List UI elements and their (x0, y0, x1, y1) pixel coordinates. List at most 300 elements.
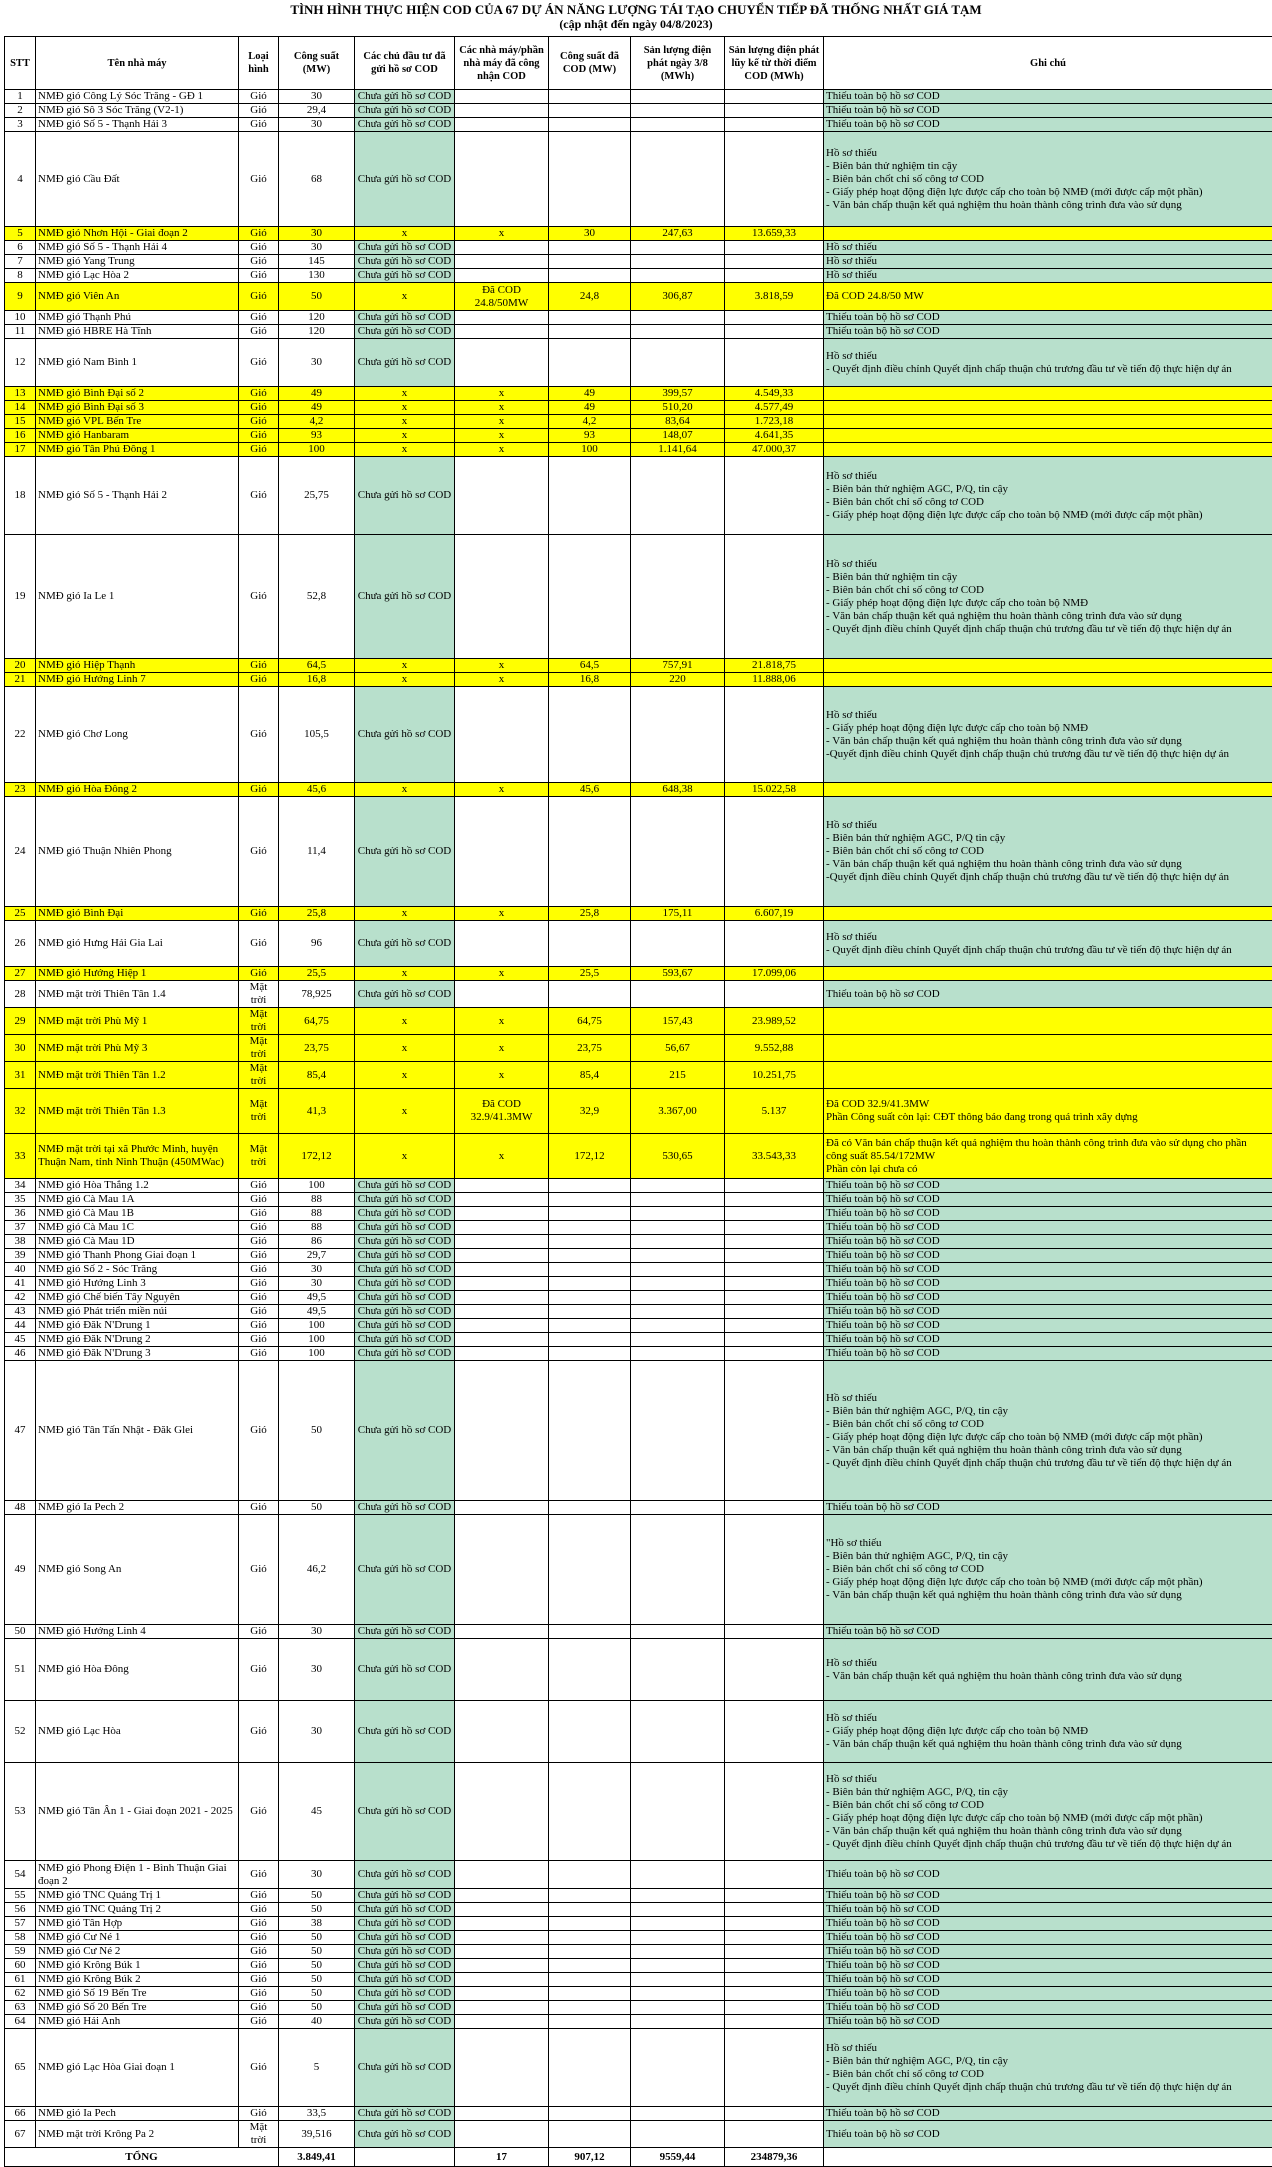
table-row (5, 339, 1272, 387)
row-note: Thiếu toàn bộ hồ sơ COD (824, 981, 1272, 1008)
row-cod-capacity (549, 1861, 631, 1889)
row-recognized-cod: x (455, 1062, 549, 1089)
row-note: Thiếu toàn bộ hồ sơ COD (824, 1973, 1272, 1987)
table-row (5, 1959, 1272, 1973)
row-cod-capacity (549, 1207, 631, 1221)
row-cumulative-output (725, 1861, 824, 1889)
row-note: Thiếu toàn bộ hồ sơ COD (824, 1889, 1272, 1903)
row-type: Gió (239, 429, 279, 443)
row-cumulative-output (725, 797, 824, 907)
row-sent-cod: Chưa gửi hồ sơ COD (355, 118, 455, 132)
header-capacity: Công suất (MW) (279, 37, 355, 90)
row-type: Gió (239, 1917, 279, 1931)
row-cumulative-output: 17.099,06 (725, 967, 824, 981)
row-stt: 67 (5, 2121, 36, 2148)
row-cod-capacity (549, 1347, 631, 1361)
row-sent-cod: x (355, 227, 455, 241)
row-daily-output (631, 1263, 725, 1277)
row-recognized-cod: x (455, 387, 549, 401)
table-row (5, 1861, 1272, 1889)
row-cumulative-output (725, 1917, 824, 1931)
row-recognized-cod (455, 1347, 549, 1361)
row-daily-output: 148,07 (631, 429, 725, 443)
row-daily-output (631, 104, 725, 118)
row-capacity: 49 (279, 401, 355, 415)
row-type: Gió (239, 1973, 279, 1987)
row-daily-output (631, 1861, 725, 1889)
row-note: Hồ sơ thiếu - Biên bản thử nghiệm tin cậy - Biên bản chốt chỉ số công tơ COD - Giấy phép hoạt động điện lực được cấp cho toàn bộ NMĐ (mới được cấp một phần) - Văn bản chấp thuận kết quả nghiệm thu hoàn thành công trình đưa vào sử dụng (824, 132, 1272, 227)
row-capacity: 100 (279, 443, 355, 457)
row-cumulative-output (725, 1987, 824, 2001)
row-type: Gió (239, 401, 279, 415)
row-recognized-cod (455, 311, 549, 325)
row-capacity: 25,5 (279, 967, 355, 981)
row-daily-output (631, 2001, 725, 2015)
row-type: Gió (239, 1347, 279, 1361)
row-sent-cod: Chưa gửi hồ sơ COD (355, 1235, 455, 1249)
row-sent-cod: Chưa gửi hồ sơ COD (355, 2029, 455, 2107)
row-cod-capacity (549, 90, 631, 104)
row-sent-cod: Chưa gửi hồ sơ COD (355, 1277, 455, 1291)
row-plant-name: NMĐ gió Chơ Long (36, 687, 239, 783)
row-type: Gió (239, 1179, 279, 1193)
row-plant-name: NMĐ gió Krông Búk 2 (36, 1973, 239, 1987)
row-cumulative-output (725, 1501, 824, 1515)
row-cumulative-output (725, 1959, 824, 1973)
row-cod-capacity: 24,8 (549, 283, 631, 311)
table-row (5, 1235, 1272, 1249)
row-cod-capacity (549, 2121, 631, 2148)
row-daily-output (631, 90, 725, 104)
row-cumulative-output (725, 1973, 824, 1987)
row-plant-name: NMĐ gió Hòa Đông 2 (36, 783, 239, 797)
row-note: Hồ sơ thiếu - Biên bản thử nghiệm tin cậy - Biên bản chốt chỉ số công tơ COD - Giấy phép hoạt động điện lực được cấp cho toàn bộ NMĐ - Văn bản chấp thuận kết quả nghiệm thu hoàn thành công trình đưa vào sử dụng - Quyết định điều chỉnh Quyết định chấp thuận chủ trương đầu tư về tiến độ thực hiện dự án (824, 535, 1272, 659)
row-recognized-cod (455, 2107, 549, 2121)
header-type: Loại hình (239, 37, 279, 90)
row-cod-capacity (549, 1319, 631, 1333)
row-sent-cod: Chưa gửi hồ sơ COD (355, 1179, 455, 1193)
row-cumulative-output: 6.607,19 (725, 907, 824, 921)
row-daily-output (631, 1291, 725, 1305)
row-stt: 45 (5, 1333, 36, 1347)
row-daily-output (631, 1179, 725, 1193)
row-cod-capacity (549, 981, 631, 1008)
row-type: Gió (239, 783, 279, 797)
row-note: Thiếu toàn bộ hồ sơ COD (824, 1861, 1272, 1889)
row-daily-output (631, 311, 725, 325)
row-type: Gió (239, 1305, 279, 1319)
row-type: Gió (239, 1277, 279, 1291)
table-row (5, 783, 1272, 797)
row-recognized-cod (455, 118, 549, 132)
row-cod-capacity (549, 1193, 631, 1207)
row-plant-name: NMĐ gió Hòa Thắng 1.2 (36, 1179, 239, 1193)
table-row (5, 1945, 1272, 1959)
row-daily-output (631, 1763, 725, 1861)
row-type: Gió (239, 921, 279, 967)
row-plant-name: NMĐ gió Hiệp Thạnh (36, 659, 239, 673)
row-note (824, 415, 1272, 429)
row-sent-cod: x (355, 659, 455, 673)
row-cod-capacity (549, 1179, 631, 1193)
row-cod-capacity (549, 1291, 631, 1305)
table-row (5, 1179, 1272, 1193)
row-sent-cod: Chưa gửi hồ sơ COD (355, 132, 455, 227)
row-recognized-cod (455, 1179, 549, 1193)
row-daily-output: 757,91 (631, 659, 725, 673)
row-capacity: 88 (279, 1221, 355, 1235)
row-stt: 37 (5, 1221, 36, 1235)
row-plant-name: NMĐ gió Cư Né 1 (36, 1931, 239, 1945)
row-type: Gió (239, 1193, 279, 1207)
row-cod-capacity (549, 1625, 631, 1639)
row-note: Thiếu toàn bộ hồ sơ COD (824, 1221, 1272, 1235)
row-sent-cod: Chưa gửi hồ sơ COD (355, 1931, 455, 1945)
row-note: Hồ sơ thiếu - Văn bản chấp thuận kết quả nghiệm thu hoàn thành công trình đưa vào sử dụng (824, 1639, 1272, 1701)
table-row (5, 255, 1272, 269)
row-recognized-cod (455, 1277, 549, 1291)
row-plant-name: NMĐ gió Thuận Nhiên Phong (36, 797, 239, 907)
row-plant-name: NMĐ gió VPL Bến Tre (36, 415, 239, 429)
document-title: TÌNH HÌNH THỰC HIỆN COD CỦA 67 DỰ ÁN NĂNG LƯỢNG TÁI TẠO CHUYỂN TIẾP ĐÃ THỐNG NHẤT GIÁ TẠM (0, 0, 1272, 17)
row-stt: 35 (5, 1193, 36, 1207)
table-row (5, 1008, 1272, 1035)
row-daily-output: 306,87 (631, 283, 725, 311)
row-capacity: 50 (279, 1973, 355, 1987)
table-row (5, 2029, 1272, 2107)
row-recognized-cod (455, 241, 549, 255)
row-note: Thiếu toàn bộ hồ sơ COD (824, 1235, 1272, 1249)
row-recognized-cod (455, 1249, 549, 1263)
row-note: Thiếu toàn bộ hồ sơ COD (824, 1179, 1272, 1193)
row-cumulative-output (725, 2029, 824, 2107)
row-stt: 18 (5, 457, 36, 535)
row-recognized-cod (455, 687, 549, 783)
total-recognized: 17 (455, 2148, 549, 2167)
row-sent-cod: x (355, 429, 455, 443)
row-stt: 32 (5, 1089, 36, 1134)
table-row (5, 1361, 1272, 1501)
total-daily-output: 9559,44 (631, 2148, 725, 2167)
row-type: Gió (239, 1639, 279, 1701)
row-plant-name: NMĐ gió Hướng Hiệp 1 (36, 967, 239, 981)
row-cumulative-output: 9.552,88 (725, 1035, 824, 1062)
row-cumulative-output (725, 241, 824, 255)
row-plant-name: NMĐ gió HBRE Hà Tĩnh (36, 325, 239, 339)
row-recognized-cod (455, 1917, 549, 1931)
row-plant-name: NMĐ gió Hòa Đông (36, 1639, 239, 1701)
row-recognized-cod (455, 1889, 549, 1903)
row-sent-cod: Chưa gửi hồ sơ COD (355, 797, 455, 907)
row-sent-cod: Chưa gửi hồ sơ COD (355, 1945, 455, 1959)
row-stt: 28 (5, 981, 36, 1008)
row-capacity: 85,4 (279, 1062, 355, 1089)
row-type: Gió (239, 1235, 279, 1249)
row-cumulative-output (725, 1319, 824, 1333)
row-cumulative-output: 47.000,37 (725, 443, 824, 457)
row-daily-output (631, 1701, 725, 1763)
row-plant-name: NMĐ mặt trời Thiên Tân 1.2 (36, 1062, 239, 1089)
row-cod-capacity: 172,12 (549, 1134, 631, 1179)
row-sent-cod: Chưa gửi hồ sơ COD (355, 1319, 455, 1333)
row-plant-name: NMĐ gió Sô 3 Sóc Trăng (V2-1) (36, 104, 239, 118)
row-note: Thiếu toàn bộ hồ sơ COD (824, 1903, 1272, 1917)
row-note: Hồ sơ thiếu - Quyết định điều chỉnh Quyết định chấp thuận chủ trương đầu tư về tiến độ thực hiện dự án (824, 339, 1272, 387)
row-recognized-cod: x (455, 401, 549, 415)
row-note: Thiếu toàn bộ hồ sơ COD (824, 1959, 1272, 1973)
row-daily-output (631, 269, 725, 283)
row-capacity: 130 (279, 269, 355, 283)
row-cumulative-output (725, 1291, 824, 1305)
row-note: Hồ sơ thiếu - Biên bản thử nghiệm AGC, P/Q tin cậy - Biên bản chốt chỉ số công tơ COD - Văn bản chấp thuận kết quả nghiệm thu hoàn thành công trình đưa vào sử dụng -Quyết định điều chỉnh Quyết định chấp thuận chủ trương đầu tư về tiến độ thực hiện dự án (824, 797, 1272, 907)
row-capacity: 30 (279, 339, 355, 387)
row-cumulative-output: 11.888,06 (725, 673, 824, 687)
row-stt: 58 (5, 1931, 36, 1945)
row-cumulative-output (725, 1235, 824, 1249)
row-sent-cod: x (355, 1035, 455, 1062)
row-capacity: 145 (279, 255, 355, 269)
row-recognized-cod (455, 255, 549, 269)
table-row (5, 535, 1272, 659)
row-type: Gió (239, 1763, 279, 1861)
row-daily-output (631, 255, 725, 269)
row-daily-output (631, 1221, 725, 1235)
table-row (5, 687, 1272, 783)
row-plant-name: NMĐ mặt trời tại xã Phước Minh, huyện Thuận Nam, tỉnh Ninh Thuận (450MWac) (36, 1134, 239, 1179)
row-plant-name: NMĐ gió Cà Mau 1A (36, 1193, 239, 1207)
row-cod-capacity (549, 325, 631, 339)
row-cod-capacity (549, 1221, 631, 1235)
row-recognized-cod: x (455, 1035, 549, 1062)
row-stt: 44 (5, 1319, 36, 1333)
row-cod-capacity (549, 1973, 631, 1987)
row-plant-name: NMĐ gió TNC Quảng Trị 1 (36, 1889, 239, 1903)
row-recognized-cod (455, 132, 549, 227)
row-note: Hồ sơ thiếu (824, 255, 1272, 269)
row-capacity: 100 (279, 1319, 355, 1333)
row-daily-output (631, 1931, 725, 1945)
row-cod-capacity (549, 339, 631, 387)
row-cod-capacity: 16,8 (549, 673, 631, 687)
row-capacity: 50 (279, 2001, 355, 2015)
row-daily-output (631, 1889, 725, 1903)
row-recognized-cod (455, 1861, 549, 1889)
row-recognized-cod (455, 1763, 549, 1861)
row-sent-cod: Chưa gửi hồ sơ COD (355, 1889, 455, 1903)
row-daily-output (631, 1515, 725, 1625)
row-stt: 12 (5, 339, 36, 387)
row-capacity: 120 (279, 325, 355, 339)
row-cumulative-output (725, 311, 824, 325)
row-type: Gió (239, 1931, 279, 1945)
row-capacity: 30 (279, 1277, 355, 1291)
row-recognized-cod (455, 1639, 549, 1701)
row-plant-name: NMĐ gió Thạnh Phú (36, 311, 239, 325)
row-plant-name: NMĐ gió Phát triển miền núi (36, 1305, 239, 1319)
row-capacity: 30 (279, 1625, 355, 1639)
row-capacity: 50 (279, 1903, 355, 1917)
table-row (5, 797, 1272, 907)
row-daily-output (631, 1987, 725, 2001)
row-daily-output (631, 1903, 725, 1917)
row-sent-cod: Chưa gửi hồ sơ COD (355, 687, 455, 783)
row-recognized-cod: x (455, 1134, 549, 1179)
row-type: Gió (239, 1861, 279, 1889)
row-stt: 40 (5, 1263, 36, 1277)
row-cumulative-output (725, 1639, 824, 1701)
row-daily-output (631, 1347, 725, 1361)
row-cumulative-output (725, 1333, 824, 1347)
row-plant-name: NMĐ gió Phong Điện 1 - Bình Thuận Giai đoạn 2 (36, 1861, 239, 1889)
row-capacity: 86 (279, 1235, 355, 1249)
row-cumulative-output (725, 1361, 824, 1501)
row-type: Gió (239, 2015, 279, 2029)
row-note: Hồ sơ thiếu (824, 269, 1272, 283)
table-row (5, 967, 1272, 981)
row-sent-cod: Chưa gửi hồ sơ COD (355, 1333, 455, 1347)
row-recognized-cod (455, 981, 549, 1008)
row-note (824, 907, 1272, 921)
row-stt: 65 (5, 2029, 36, 2107)
row-capacity: 30 (279, 118, 355, 132)
row-note: Thiếu toàn bộ hồ sơ COD (824, 118, 1272, 132)
row-daily-output (631, 1973, 725, 1987)
row-note: Hồ sơ thiếu - Giấy phép hoạt động điện lực được cấp cho toàn bộ NMĐ - Văn bản chấp thuận kết quả nghiệm thu hoàn thành công trình đưa vào sử dụng -Quyết định điều chỉnh Quyết định chấp thuận chủ trương đầu tư về tiến độ thực hiện dự án (824, 687, 1272, 783)
row-sent-cod: Chưa gửi hồ sơ COD (355, 1861, 455, 1889)
row-sent-cod: x (355, 1062, 455, 1089)
row-capacity: 29,7 (279, 1249, 355, 1263)
row-capacity: 100 (279, 1179, 355, 1193)
row-type: Gió (239, 1515, 279, 1625)
row-plant-name: NMĐ gió Ia Le 1 (36, 535, 239, 659)
row-type: Gió (239, 132, 279, 227)
row-cumulative-output (725, 981, 824, 1008)
row-stt: 66 (5, 2107, 36, 2121)
row-type: Mặt trời (239, 1008, 279, 1035)
row-sent-cod: Chưa gửi hồ sơ COD (355, 1249, 455, 1263)
row-daily-output: 83,64 (631, 415, 725, 429)
row-capacity: 46,2 (279, 1515, 355, 1625)
row-capacity: 41,3 (279, 1089, 355, 1134)
row-cod-capacity (549, 1917, 631, 1931)
row-cumulative-output (725, 1207, 824, 1221)
row-cod-capacity (549, 104, 631, 118)
table-row (5, 311, 1272, 325)
table-row (5, 1515, 1272, 1625)
row-stt: 41 (5, 1277, 36, 1291)
row-sent-cod: Chưa gửi hồ sơ COD (355, 241, 455, 255)
row-note (824, 1008, 1272, 1035)
row-note: Thiếu toàn bộ hồ sơ COD (824, 1945, 1272, 1959)
table-row (5, 981, 1272, 1008)
row-daily-output (631, 1625, 725, 1639)
row-plant-name: NMĐ gió Ia Pech 2 (36, 1501, 239, 1515)
row-cod-capacity (549, 255, 631, 269)
row-daily-output: 1.141,64 (631, 443, 725, 457)
row-daily-output (631, 1235, 725, 1249)
row-sent-cod: Chưa gửi hồ sơ COD (355, 311, 455, 325)
row-stt: 49 (5, 1515, 36, 1625)
row-plant-name: NMĐ mặt trời Thiên Tân 1.4 (36, 981, 239, 1008)
row-cod-capacity (549, 1263, 631, 1277)
row-plant-name: NMĐ gió Cư Né 2 (36, 1945, 239, 1959)
row-stt: 7 (5, 255, 36, 269)
row-recognized-cod (455, 1501, 549, 1515)
table-row (5, 1763, 1272, 1861)
row-stt: 13 (5, 387, 36, 401)
row-cod-capacity: 30 (549, 227, 631, 241)
row-cod-capacity: 49 (549, 401, 631, 415)
row-capacity: 45,6 (279, 783, 355, 797)
table-row (5, 1263, 1272, 1277)
row-daily-output (631, 1361, 725, 1501)
row-stt: 26 (5, 921, 36, 967)
row-recognized-cod (455, 797, 549, 907)
row-plant-name: NMĐ gió Tân Tấn Nhật - Đăk Glei (36, 1361, 239, 1501)
table-row (5, 1625, 1272, 1639)
row-sent-cod: x (355, 283, 455, 311)
row-recognized-cod (455, 1987, 549, 2001)
row-note: Thiếu toàn bộ hồ sơ COD (824, 1305, 1272, 1319)
row-cumulative-output (725, 2121, 824, 2148)
row-sent-cod: Chưa gửi hồ sơ COD (355, 1987, 455, 2001)
row-cod-capacity (549, 2029, 631, 2107)
row-stt: 21 (5, 673, 36, 687)
row-daily-output (631, 339, 725, 387)
row-daily-output: 648,38 (631, 783, 725, 797)
table-row (5, 1501, 1272, 1515)
row-cod-capacity (549, 1903, 631, 1917)
row-recognized-cod (455, 1625, 549, 1639)
row-type: Gió (239, 387, 279, 401)
row-capacity: 5 (279, 2029, 355, 2107)
document-subtitle: (cập nhật đến ngày 04/8/2023) (0, 17, 1272, 31)
header-plant-name: Tên nhà máy (36, 37, 239, 90)
row-recognized-cod (455, 457, 549, 535)
row-sent-cod: x (355, 1008, 455, 1035)
row-type: Gió (239, 90, 279, 104)
row-plant-name: NMĐ gió Hanbaram (36, 429, 239, 443)
row-stt: 59 (5, 1945, 36, 1959)
row-sent-cod: x (355, 415, 455, 429)
row-cod-capacity (549, 1277, 631, 1291)
row-note: Hồ sơ thiếu - Biên bản thử nghiệm AGC, P/Q, tin cậy - Biên bản chốt chỉ số công tơ COD - Giấy phép hoạt động điện lực được cấp cho toàn bộ NMĐ (mới được cấp một phần) (824, 457, 1272, 535)
row-plant-name: NMĐ gió Cà Mau 1C (36, 1221, 239, 1235)
row-note (824, 401, 1272, 415)
table-row (5, 1193, 1272, 1207)
row-daily-output (631, 1249, 725, 1263)
row-plant-name: NMĐ gió Số 19 Bến Tre (36, 1987, 239, 2001)
row-cumulative-output (725, 1305, 824, 1319)
row-cod-capacity: 93 (549, 429, 631, 443)
row-note (824, 429, 1272, 443)
cod-status-table (4, 36, 1272, 2167)
row-capacity: 105,5 (279, 687, 355, 783)
row-daily-output: 399,57 (631, 387, 725, 401)
row-plant-name: NMĐ gió Viên An (36, 283, 239, 311)
row-plant-name: NMĐ gió Thanh Phong Giai đoạn 1 (36, 1249, 239, 1263)
row-type: Mặt trời (239, 1089, 279, 1134)
row-type: Mặt trời (239, 981, 279, 1008)
row-recognized-cod: x (455, 1008, 549, 1035)
row-cod-capacity (549, 1639, 631, 1701)
row-capacity: 50 (279, 1361, 355, 1501)
row-sent-cod: Chưa gửi hồ sơ COD (355, 1501, 455, 1515)
row-cod-capacity (549, 687, 631, 783)
row-cod-capacity (549, 311, 631, 325)
row-type: Gió (239, 415, 279, 429)
header-cumulative-output: Sản lượng điện phát lũy kế từ thời điểm COD (MWh) (725, 37, 824, 90)
